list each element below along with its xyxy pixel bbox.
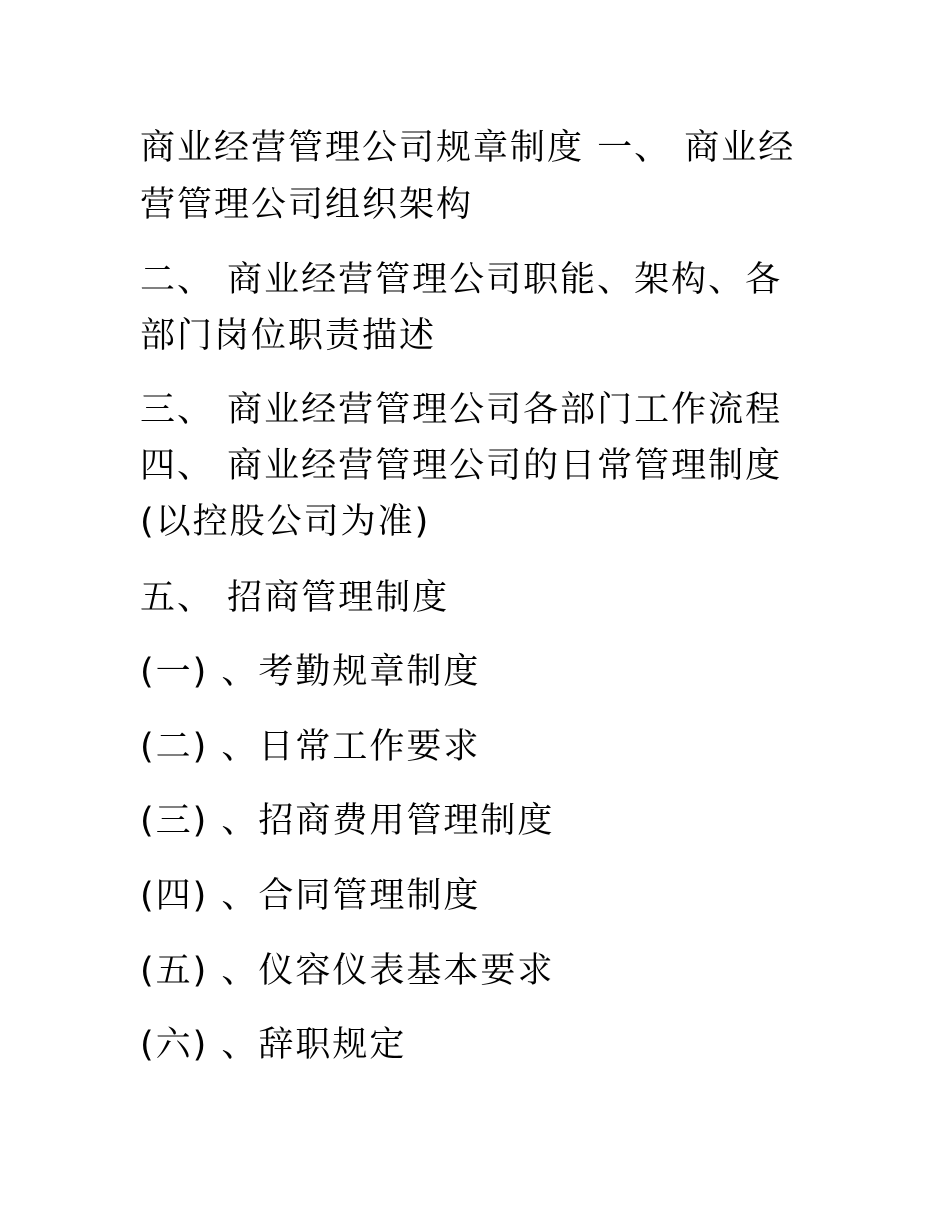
sub-item-1: (一) 、考勤规章制度 <box>140 652 481 692</box>
sub-item-4: (四) 、合同管理制度 <box>140 876 481 916</box>
item-3: 三、 商业经营管理公司各部门工作流程 <box>140 390 783 430</box>
item-2-line-2: 部门岗位职责描述 <box>140 316 437 356</box>
item-2-line-1: 二、 商业经营管理公司职能、架构、各 <box>140 260 783 300</box>
sub-item-3: (三) 、招商费用管理制度 <box>140 801 555 841</box>
item-4-line-1: 四、 商业经营管理公司的日常管理制度 <box>140 446 783 486</box>
sub-item-2: (二) 、日常工作要求 <box>140 727 481 767</box>
item-4-line-2: (以控股公司为准) <box>140 502 431 542</box>
heading-line-2: 营管理公司组织架构 <box>140 185 474 225</box>
sub-item-6: (六) 、辞职规定 <box>140 1025 407 1065</box>
item-5: 五、 招商管理制度 <box>140 578 450 618</box>
heading-line-1: 商业经营管理公司规章制度 一、 商业经 <box>140 128 796 168</box>
sub-item-5: (五) 、仪容仪表基本要求 <box>140 951 555 991</box>
